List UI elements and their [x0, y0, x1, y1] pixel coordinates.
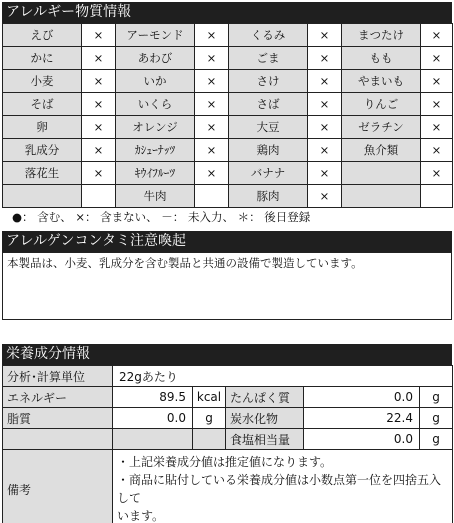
- allergy-row: [3, 70, 453, 93]
- carb-label: 炭水化物: [226, 408, 304, 429]
- allergen-name: もも: [342, 47, 421, 70]
- allergen-name: [342, 162, 421, 185]
- allergen-name: 魚介類: [342, 139, 421, 162]
- allergy-row: [3, 139, 453, 162]
- allergen-mark: ×: [308, 24, 342, 47]
- allergen-name: いか: [116, 70, 195, 93]
- fat-value: 0.0: [113, 408, 193, 429]
- allergen-mark: ×: [195, 70, 229, 93]
- salt-value: 0.0: [304, 429, 420, 450]
- allergen-name: まつたけ: [342, 24, 421, 47]
- allergen-name: ｷｳｲﾌﾙｰﾂ: [116, 162, 195, 185]
- empty-cell: [193, 429, 226, 450]
- notes-line: ・商品に貼付している栄養成分値は小数点第一位を四捨五入して: [117, 473, 442, 505]
- protein-unit: g: [420, 387, 453, 408]
- energy-label: エネルギー: [3, 387, 113, 408]
- allergen-name: バナナ: [229, 162, 308, 185]
- allergen-name: 小麦: [3, 70, 82, 93]
- allergy-section-title: アレルギー物質情報: [2, 2, 452, 23]
- carb-unit: g: [420, 408, 453, 429]
- allergen-mark: ×: [421, 139, 453, 162]
- allergen-mark: [421, 185, 453, 208]
- allergen-name: [3, 185, 82, 208]
- allergen-mark: ×: [421, 162, 453, 185]
- allergen-mark: ×: [308, 70, 342, 93]
- allergen-name: 乳成分: [3, 139, 82, 162]
- table-row: [3, 450, 453, 523]
- allergen-mark: ×: [308, 139, 342, 162]
- allergen-mark: ×: [421, 47, 453, 70]
- contamination-text: 本製品は、小麦、乳成分を含む製品と共通の設備で製造しています。: [7, 256, 363, 270]
- protein-value: 0.0: [304, 387, 420, 408]
- allergen-name: りんご: [342, 93, 421, 116]
- nutrition-table: [2, 365, 453, 523]
- table-row: [3, 366, 453, 387]
- table-row: [3, 408, 453, 429]
- protein-label: たんぱく質: [226, 387, 304, 408]
- allergen-mark: ×: [82, 93, 116, 116]
- allergy-row: [3, 162, 453, 185]
- allergen-name: 牛肉: [116, 185, 195, 208]
- allergen-name: かに: [3, 47, 82, 70]
- allergen-mark: ×: [421, 116, 453, 139]
- allergen-mark: ×: [308, 162, 342, 185]
- notes-line: います。: [117, 509, 165, 523]
- allergen-name: 落花生: [3, 162, 82, 185]
- allergen-name: あわび: [116, 47, 195, 70]
- allergen-name: 卵: [3, 116, 82, 139]
- contamination-section-title: アレルゲンコンタミ注意喚起: [2, 231, 452, 252]
- allergen-name: そば: [3, 93, 82, 116]
- allergen-mark: ×: [82, 162, 116, 185]
- allergen-mark: ×: [308, 47, 342, 70]
- allergy-row: [3, 185, 453, 208]
- allergen-name: くるみ: [229, 24, 308, 47]
- salt-unit: g: [420, 429, 453, 450]
- allergen-name: やまいも: [342, 70, 421, 93]
- allergen-mark: [82, 185, 116, 208]
- fat-unit: g: [193, 408, 226, 429]
- allergen-name: ごま: [229, 47, 308, 70]
- energy-unit: kcal: [193, 387, 226, 408]
- allergen-mark: ×: [82, 47, 116, 70]
- allergy-row: [3, 116, 453, 139]
- unit-label: 分析･計算単位: [3, 366, 113, 387]
- allergy-row: [3, 93, 453, 116]
- allergen-mark: ×: [195, 116, 229, 139]
- allergen-mark: ×: [195, 162, 229, 185]
- allergen-name: 鶏肉: [229, 139, 308, 162]
- allergen-mark: ×: [82, 24, 116, 47]
- allergy-row: [3, 47, 453, 70]
- allergen-mark: ×: [82, 116, 116, 139]
- allergen-mark: ×: [82, 70, 116, 93]
- energy-value: 89.5: [113, 387, 193, 408]
- allergen-mark: ×: [308, 116, 342, 139]
- unit-value: 22gあたり: [113, 366, 453, 387]
- allergen-name: オレンジ: [116, 116, 195, 139]
- allergen-name: ｶｼｭｰﾅｯﾂ: [116, 139, 195, 162]
- nutrition-section-title: 栄養成分情報: [2, 344, 452, 365]
- allergy-table: [2, 23, 453, 208]
- allergen-name: [342, 185, 421, 208]
- contamination-box: [2, 252, 452, 320]
- allergen-name: ゼラチン: [342, 116, 421, 139]
- table-row: [3, 387, 453, 408]
- allergen-name: さけ: [229, 70, 308, 93]
- allergen-mark: ×: [421, 93, 453, 116]
- notes-text: [113, 450, 453, 523]
- allergen-mark: ×: [82, 139, 116, 162]
- allergen-name: さば: [229, 93, 308, 116]
- allergen-mark: ×: [308, 93, 342, 116]
- allergy-legend: ●： 含む、 ×： 含まない、 －： 未入力、 ＊： 後日登録: [12, 210, 311, 224]
- carb-value: 22.4: [304, 408, 420, 429]
- allergen-mark: ×: [195, 24, 229, 47]
- allergen-mark: ×: [195, 139, 229, 162]
- allergen-name: アーモンド: [116, 24, 195, 47]
- allergen-mark: ×: [421, 70, 453, 93]
- notes-label: 備考: [3, 450, 113, 523]
- allergen-mark: ×: [195, 47, 229, 70]
- allergy-row: [3, 24, 453, 47]
- allergen-mark: ×: [421, 24, 453, 47]
- empty-cell: [113, 429, 193, 450]
- allergen-mark: ×: [308, 185, 342, 208]
- allergen-name: えび: [3, 24, 82, 47]
- notes-line: ・上記栄養成分値は推定値になります。: [117, 455, 333, 469]
- allergen-name: 大豆: [229, 116, 308, 139]
- fat-label: 脂質: [3, 408, 113, 429]
- table-row: [3, 429, 453, 450]
- salt-label: 食塩相当量: [226, 429, 304, 450]
- allergen-name: 豚肉: [229, 185, 308, 208]
- empty-cell: [3, 429, 113, 450]
- allergen-name: いくら: [116, 93, 195, 116]
- allergen-mark: ×: [195, 93, 229, 116]
- allergen-mark: [195, 185, 229, 208]
